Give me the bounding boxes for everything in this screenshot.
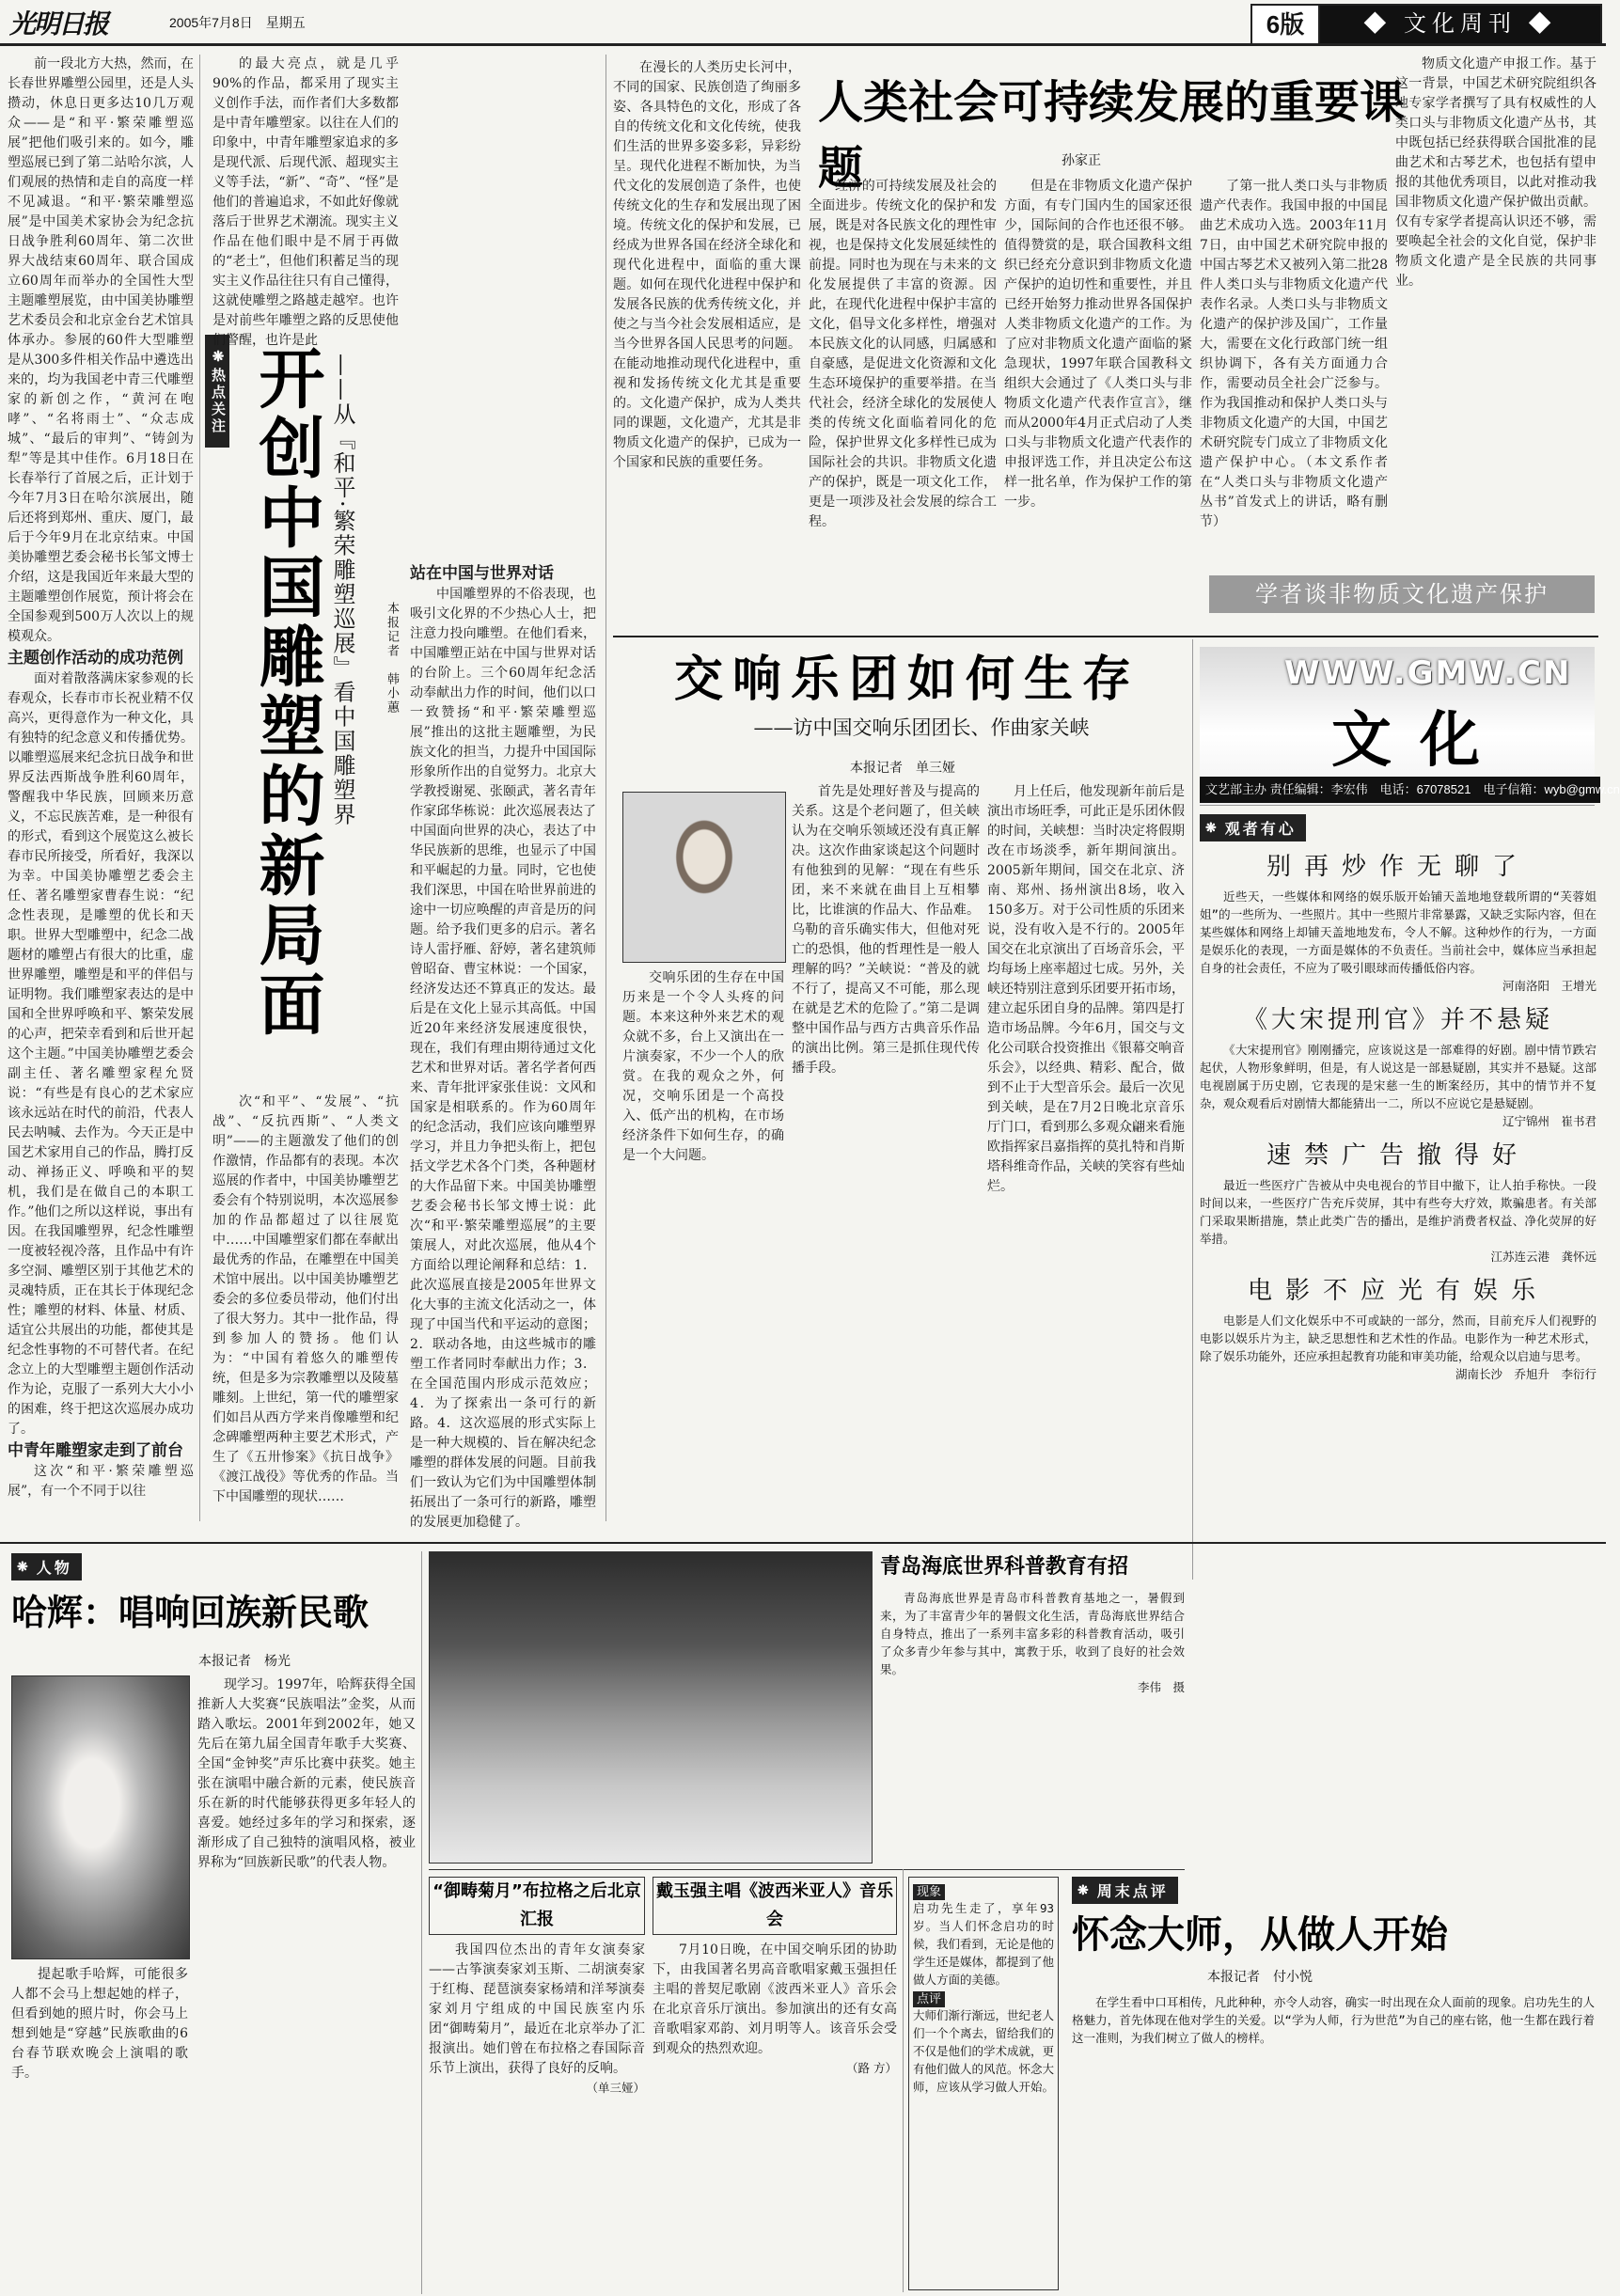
sculpture-article-title: 开创中国雕塑的新局面 [248, 344, 325, 1040]
section-name: ◆ 文化周刊 ◆ [1320, 6, 1600, 43]
heritage-article-title: 人类社会可持续发展的重要课题 [818, 76, 1406, 195]
singer-photo [11, 1675, 190, 1959]
letter-text: 《大宋提刑官》刚刚播完，应该说这是一部难得的好剧。剧中情节跌宕起伏，人物形象鲜明，但是，有人说这是一部悬疑剧，其实并不悬疑。这部电视剧属于历史剧，它表现的是宋慈一生的断案经历，其中的情节并不复杂，观众观看后对剧情大都能猜出一二，所以不应说它是悬疑剧。 [1200, 1043, 1596, 1110]
people-article-byline: 本报记者 杨光 [198, 1654, 291, 1669]
aquarium-article: 青岛海底世界科普教育有招 青岛海底世界是青岛市科普教育基地之一，暑假到来，为了丰富青少年的暑假文化生活，青岛海底世界结合自身特点，推出了一系列丰富多彩的科普教育活动，吸引了众多青少年参与其中，寓教于乐，收到了良好的社会效果。 李伟 摄 [880, 1555, 1185, 1694]
column-rule [903, 1869, 904, 2292]
heritage-article-col4: 了第一批人类口头与非物质遗产代表作。我国申报的中国昆曲艺术成功入选。2003年11月7日，由中国艺术研究院申报的中国古琴艺术又被列入第二批28件人类口头与非物质文化遗产代表作名录。人类口头与非物质文化遗产的保护涉及国广，工作量大，需要在文化行政部门统一组织协调下，各有关方面通力合作，需要动员全社会广泛参与。作为我国推动和保护人类口头与非物质文化遗产的大国，中国艺术研究院专门成立了非物质文化遗产保护中心。（本文系作者在“人类口头与非物质文化遗产丛书”首发式上的讲话，略有删节） [1200, 179, 1388, 529]
letter-title: 电影不应光有娱乐 [1247, 1277, 1549, 1305]
sculpture-article-col1: 前一段北方大热，然而，在长春世界雕塑公园里，还是人头攒动，休息日更多达10几万观众——是“和平·繁荣雕塑巡展”把他们吸引来的。如今，雕塑巡展已到了第二站哈尔滨，人们观展的热情和走自的高度一样不见减退。“和平·繁荣雕塑巡展”是中国美术家协会为纪念抗日战争胜利60周年、第二次世界大战结束60周年、联合国成立60周年而举办的全国性大型主题雕塑展览，由中国美协雕塑艺术委员会和北京金台艺术馆具体承办。参展的60件大型雕塑是从300多件相关作品中遴选出来的，均为我国老中青三代雕塑家的新创之作，“黄河在咆哮”、“名将雨士”、“众志成城”、“最后的审判”、“铸剑为犁”等是其中佳作。6月18日在长春举行了首展之后，正计划于今年7月3日在哈尔滨展出，随后还将到郑州、重庆、厦门，最后于今年9月在北京结束。中国美协雕塑艺委会秘书长邹文博士介绍，这是我国近年来最大型的主题雕塑创作展览，预计将会在全国参观到500万人次以上的规模观众。 主题创作活动的成功范例 面对着散落满床家参观的长春观众，长春市市长祝业精不仅高兴，更得意作为一种文化，具有独特的纪念意义和传播优势。以雕塑巡展来纪念抗日战争和世界反法西斯战争胜利60周年，警醒我中华民族，回顾来历意义，不忘民族苦难，是一种很有的形式，看到这个展览这么被长春市民所接受，所看好，我深以为幸。中国美协雕塑艺委会主任、著名雕塑家曹春生说：“纪念性表现，是雕塑的优长和天职。世界大型雕塑中，纪念二战题材的雕塑占有很大的比重，虚世界雕塑，雕塑是和平的伴侣与证明物。我们雕塑家表达的是中国和全世界呼唤和平、繁荣发展的心声，把荣幸看到和后世开起这个主题。”中国美协雕塑艺委会副主任、著名雕塑家程允贤说：“有些是有良心的艺术家应该永远站在时代的前沿，代表人民去呐喊、去作为。今天正是中国艺术家用自己的作品，腾打反动、禅扬正义、呼唤和平的契机，我们是在做自己的本职工作。”他们之所以这样说，事出有因。在我国雕塑界，纪念性雕塑一度被轻视冷落，且作品中有许多空洞、雕塑区别于其他艺术的灵魂特质，正在其长于体现纪念性；雕塑的材料、体量、材质、适宜公共展出的功能，都使其是纪念性事物的不可替代者。在纪念立上的大型雕塑主题创作活动作为论，克服了一系列大大小小的困难，终于把这次巡展办成功了。 中青年雕塑家走到了前台 这次“和平·繁荣雕塑巡展”，有一个不同于以往 [8, 56, 194, 1499]
symphony-article-col3: 月上任后，他发现新年前后是演出市场旺季，可此正是乐团休假的时间，关峡想：当时决定将假期改在市场淡季，新年期间演出。2005新年期间，国交在北京、济南、郑州、扬州演出8场，收入150多万。对于公司性质的乐团来说，没有收入是不行的。2005年国交在北京演出了百场音乐会，平均每场上座率超过七成。另外，关峡还特别注意到乐团要开拓市场，建立起乐团自身的品牌。第四是打造市场品牌。今年6月，国交与文化公司联合投资推出《银幕交响音乐会》，以经典、精彩、配合，做到不止于大型音乐会。最后一次见到关峡，是在7月2日晚北京音乐厅门口，看到那么多观众翩来看施欧指挥家吕嘉指挥的莫扎特和肖斯塔科维奇作品，关峡的笑容有些灿烂。 [987, 784, 1185, 1194]
letter-signature: 湖南长沙 乔旭升 李衍行 [1455, 1367, 1596, 1381]
letter-text: 近些天，一些媒体和网络的娱乐版开始铺天盖地地登载所谓的“芙蓉姐姐”的一些所为、一些照片。其中一些照片非常暴露，又缺乏实际内容，但在某些媒体和网络上却铺天盖地地发布，令人不解。这种炒作的行为，一方面是娱乐化的表现，一方面是媒体的不负责任。当前社会中，媒体应当承担起自身的社会责任，不应为了吸引眼球而传播低俗内容。 [1200, 889, 1596, 975]
section-heading: 站在中国与世界对话 [410, 564, 554, 583]
section-rule [429, 1869, 1185, 1870]
letter-text: 电影是人们文化娱乐中不可或缺的一部分，然而，目前充斥人们视野的电影以娱乐片为主，缺乏思想性和艺术性的作品。电影作为一种艺术形式，除了娱乐功能外，还应承担起教育功能和审美功能，给观众以启迪与思考。 [1200, 1313, 1596, 1363]
page-number: 6版 [1252, 6, 1320, 43]
heritage-article-col5: 物质文化遗产申报工作。基于这一背景，中国艺术研究院组织各地专家学者撰写了具有权威性的人类口头与非物质文化遗产丛书，其中既包括已经获得联合国批准的昆曲艺术和古琴艺术，也包括有望申报的其他优秀项目，以此对推动我国非物质文化遗产保护做出贡献。仅有专家学者提高认识还不够，需要唤起全社会的文化自觉，保护非物质文化遗产是全民族的共同事业。 [1395, 56, 1596, 289]
top-rule [0, 43, 1606, 46]
symphony-article-subtitle: ——访中国交响乐团团长、作曲家关峡 [753, 716, 1090, 739]
letter-text: 最近一些医疗广告被从中央电视台的节目中撤下，让人拍手称快。一段时间以来，一些医疗广告充斥荧屏，其中有些夸大疗效，欺骗患者。有关部门采取果断措施，禁止此类广告的播出，是维护消费者权益、净化荧屏的好举措。 [1200, 1178, 1596, 1246]
editor-info-bar: 文艺部主办 责任编辑：李宏伟 电话：67078521 电子信箱：wyb@gmw.cn [1200, 777, 1600, 803]
weekend-tag: ❋ 周末点评 [1072, 1877, 1178, 1904]
letter-title: 《大宋提刑官》并不悬疑 [1242, 1006, 1553, 1034]
symphony-article-col1: 交响乐团的生存在中国历来是一个令人头疼的问题。本来这种外来艺术的观众就不多，台上又演出在一片演奏家，不少一个人的欣赏。在我的观众之外，何况，交响乐团是一个高投入、低产出的机构，在市场经济条件下如何生存，的确是一个大问题。 [622, 970, 784, 1163]
heritage-article-col2: 经济的可持续发展及社会的全面进步。传统文化的保护和发展，既是对各民族文化的理性审视，也是保持文化发展延续性的前提。同时也为现在与未来的文化发展提供了丰富的资源。因此，在现代化进程中保护丰富的文化，倡导文化多样性，增强对本民族文化的认同感，归属感和自豪感，是促进文化资源和文化生态环境保护的重要举措。在当代社会，经济全球化的发展使人类的传统文化面临着同化的危险，保护世界文化多样性已成为国际社会的共识。非物质文化遗产的保护，既是一项文化工作，更是一项涉及社会发展的综合工程。 [809, 179, 997, 529]
weekend-article-text: 在学生看中口耳相传，凡此种种，亦令人动容，确实一时出现在众人面前的现象。启功先生的人格魅力，首先体现在他对学生的关爱。以“学为人师，行为世范”为自己的座右铭，他一生都在践行着这一准则，为我们树立了做人的榜样。 [1072, 1995, 1595, 2045]
page-header-box [1250, 4, 1602, 45]
site-banner [1200, 647, 1620, 806]
flower-icon: ❋ [210, 347, 226, 368]
letter-title: 别再炒作无聊了 [1266, 853, 1530, 881]
flower-icon: ❋ [1205, 820, 1219, 835]
sculpture-article-col3: 站在中国与世界对话 中国雕塑界的不俗表现，也吸引文化界的不少热心人士，把注意力投向雕塑。在他们看来，中国雕塑正站在中国与世界对话的台阶上。三个60周年纪念活动奉献出力作的时间，他们以口一致赞扬“和平·繁荣雕塑巡展”推出的这批主题雕塑，为民族文化的担当，力提升中国国际形象所作出的自觉努力。北京大学教授谢冕、张颐武，著名青年作家邱华栋说：此次巡展表达了中国面向世界的决心，表达了中华民族新的思维，也显示了中国和平崛起的力量。同时，它也使我们深思，中国在哈世界前进的途中一切应唤醒的声音是历的问题。给予我们更多的启示。著名诗人雷抒雁、舒婷，著名建筑师曾昭奋、曹宝林说：一个国家，经济发达还不算真正的发达。最后是在文化上显示其高低。中国近20年来经济发展速度很快，现在，我们有理由期待通过文化艺术和世界对话。著名学者何西来、青年批评家张佳说：文风和国家是相联系的。作为60周年的纪念活动，我们应该向雕塑界学习，并且力争把头衔上，把包括文学艺术各个门类，各种题材的大作品留下来。中国美协雕塑艺委会秘书长邹文博士说：此次“和平·繁荣雕塑巡展”的主要策展人，对此次巡展，他从4个方面给以理论阐释和总结：1．此次巡展直接是2005年世界文化大事的主流文化活动之一，体现了中国当代和平运动的意图；2．联动各地，由这些城市的雕塑工作者同时奉献出力作；3．在全国范围内形成示范效应；4．为了探索出一条可行的新路。4．这次巡展的形式实际上是一种大规模的、旨在解决纪念雕塑的群体发展的问题。目前我们一致认为它们为中国雕塑体制拓展出了一条可行的新路，雕塑的发展更加稳健了。 [410, 564, 596, 1530]
people-article-title: 哈辉：唱响回族新民歌 [11, 1592, 370, 1633]
flower-icon: ❋ [1077, 1882, 1092, 1897]
comment-label: 点评 [913, 1991, 945, 2007]
symphony-article-byline: 本报记者 单三娅 [850, 761, 955, 776]
letter-signature: 河南洛阳 王增光 [1502, 979, 1596, 993]
concert-piece-b: 戴玉强主唱《波西米亚人》音乐会 7月10日晚，在中国交响乐团的协助下，由我国著名男高音歌唱家戴玉强担任主唱的普契尼歌剧《波西米亚人》音乐会在北京音乐厅演出。参加演出的还有女高音歌唱家邓韵、刘月明等人。该音乐会受到观众的热烈欢迎。 （路 方） [653, 1877, 897, 2290]
letter-signature: 江苏连云港 龚怀远 [1490, 1250, 1596, 1264]
letter-title: 速禁广告撤得好 [1266, 1141, 1530, 1170]
issue-date: 2005年7月8日 星期五 [169, 15, 306, 30]
photo-caption: 提起歌手哈辉，可能很多人都不会马上想起她的样子，但看到她的照片时，你会马上想到她是“穿越”民族歌曲的6台春节联欢晚会上演唱的歌手。 [11, 1967, 188, 2081]
concert-piece-a: “御畴菊月”布拉格之后北京汇报 我国四位杰出的青年女演奏家——古筝演奏家刘玉斯、二胡演奏家于红梅、琵琶演奏家杨靖和洋琴演奏家刘月宁组成的中国民族室内乐团“御畴菊月”，最近在北京举办了汇报演出。她们曾在布拉格之春国际音乐节上演出，获得了良好的反响。 （单三娅） [429, 1877, 645, 2290]
phenomenon-label: 现象 [913, 1884, 945, 1900]
heritage-article-col1: 在漫长的人类历史长河中，不同的国家、民族创造了绚丽多姿、各具特色的文化，形成了各自的传统文化和文化传统，使我们生活的世界多姿多彩，异彩纷呈。现代化进程不断加快，为当代文化的发展创造了条件，也使传统文化的生存和发展出现了困境。传统文化的保护和发展，已经成为世界各国在经济全球化和现代化进程中，面临的重大课题。如何在现代化进程中保护和发展各民族的优秀传统文化，并使之与当今社会发展相适应，是当今世界各国人民思考的问题。在能动地推动现代化进程中，重视和发扬传统文化尤其是重要的。文化遗产保护，成为人类共同的课题，文化遗产，尤其是非物质文化遗产的保护，已成为一个国家和民族的重要任务。 [613, 60, 801, 470]
site-url[interactable]: WWW.GMW.CN [1284, 654, 1572, 692]
sculpture-article-subtitle: ——从『和平·繁荣雕塑巡展』看中国雕塑界 [329, 354, 355, 827]
observer-column [1200, 814, 1596, 1538]
column-rule [1192, 639, 1193, 1580]
heritage-topic-label: 学者谈非物质文化遗产保护 [1209, 575, 1595, 613]
letter-signature: 辽宁锦州 崔书君 [1502, 1114, 1596, 1128]
hot-focus-tag: ❋热点关注 [205, 335, 229, 448]
diamond-icon: ◆ [1517, 11, 1557, 37]
weekend-article-byline: 本报记者 付小悦 [1207, 1970, 1313, 1985]
heritage-article-byline: 孙家正 [1062, 153, 1101, 168]
aquarium-photo [429, 1551, 873, 1864]
section-heading: 中青年雕塑家走到了前台 [8, 1441, 183, 1460]
section-rule [613, 636, 1598, 637]
sculpture-article-col2-top: 的最大亮点，就是几乎90%的作品，都采用了现实主义创作手法，而作者们大多数都是中青年雕塑家。以往在人们的印象中，中青年雕塑家追求的多是现代派、后现代派、超现实主义等手法，“新”、“奇”、“怪”是他们的普遍追求，不如此好像就落后于世界艺术潮流。现实主义作品在他们眼中是不屑于再做的“老土”，但他们积蓄足当的现实主义作品往往只有自己懂得，这就使雕塑之路越走越窄。也许是对前些年雕塑之路的反思使他们警醒，也许是此 [212, 56, 399, 348]
diamond-icon: ◆ [1363, 11, 1404, 37]
observer-tag: ❋ 观者有心 [1200, 814, 1306, 841]
banner-word: 文化 [1331, 706, 1508, 776]
newspaper-logo: 光明日报 [9, 8, 108, 39]
weekend-article-title: 怀念大师，从做人开始 [1072, 1913, 1448, 1957]
heritage-article-col3: 但是在非物质文化遗产保护方面，有专门国内生的国家还很少，国际间的合作也还很不够。值得赞赏的是，联合国教科文组织已经充分意识到非物质文化遗产保护的迫切性和重要性，并且已经开始努力推动世界各国保护人类非物质文化遗产的工作。为了应对非物质文化遗产面临的紧急现状，1997年联合国教科文组织大会通过了《人类口头与非物质文化遗产代表作宣言》，继而从2000年4月正式启动了人类口头与非物质文化遗产代表作的申报评选工作，并且决定公布这样一批名单，作为保护工作的第一步。 [1004, 179, 1192, 510]
section-heading: 主题创作活动的成功范例 [8, 649, 183, 668]
column-rule [199, 55, 200, 1521]
comment-text: 大师们渐行渐远，世纪老人们一个个离去，留给我们的不仅是他们的学术成就，更有他们做人的风范。怀念大师，应该从学习做人开始。 [913, 2008, 1055, 2094]
symphony-article-col2: 首先是处理好普及与提高的关系。这是个老问题了，但关峡认为在交响乐领域还没有真正解决。这次作曲家谈起这个问题时有他独到的见解：“现在有些乐团，来不来就在曲目上互相攀比，比谁演的作品大、作品难。乌勒的音乐确实伟大，但他对死亡的恐惧，他的哲理性是一般人理解的吗？”关峡说：“普及的就不行了，提高又不可能，那么现在就是艺术的危险了。”第二是调整中国作品与西方古典音乐作品的演出比例。第三是抓住现代传播手段。 [792, 784, 980, 1076]
sculpture-article-byline: 本报记者 韩小蕙 [385, 602, 399, 715]
portrait-photo [622, 792, 786, 963]
section-rule [0, 1542, 1606, 1544]
phenomenon-text: 启功先生走了，享年93岁。当人们怀念启功的时候，我们看到，无论是他的学生还是媒体，都提到了他做人方面的美德。 [913, 1901, 1055, 1987]
weekend-side-box [908, 1877, 1059, 2290]
column-rule [421, 1551, 422, 2294]
symphony-article-title: 交响乐团如何生存 [673, 652, 1140, 708]
people-tag: ❋ 人物 [11, 1553, 82, 1580]
sculpture-article-col2-bottom: 次“和平”、“发展”、“抗战”、“反抗西斯”、“人类文明”——的主题激发了他们的创作激情，作品都有的表现。本次巡展的作者中，中国美协雕塑艺委会有个特别说明，本次巡展参加的作品都超过了以往展览中……中国雕塑家们都在奉献出最优秀的作品，在雕塑在中国美术馆中展出。以中国美协雕塑艺委会的多位委员带动，他们付出了很大努力。其中一批作品，得到参加人的赞扬。他们认为：“中国有着悠久的雕塑传统，但是多为宗教雕塑以及陵墓雕刻。上世纪，第一代的雕塑家们如吕从西方学来肖像雕塑和纪念碑雕塑两种主要艺术形式，产生了《五卅惨案》《抗日战争》《渡江战役》等优秀的作品。当下中国雕塑的现状…… [212, 1094, 399, 1504]
people-article-text: 现学习。1997年，哈辉获得全国推新人大奖赛“民族唱法”金奖，从而踏入歌坛。2001年到2002年，她又先后在第九届全国青年歌手大奖赛、全国“金钟奖”声乐比赛中获奖。她主张在演唱中融合新的元素，使民族音乐在新的时代能够获得更多年轻人的喜爱。她经过多年的学习和探索，逐渐形成了自己独特的演唱风格，被业界称为“回族新民歌”的代表人物。 [197, 1677, 416, 1870]
flower-icon: ❋ [17, 1559, 31, 1574]
